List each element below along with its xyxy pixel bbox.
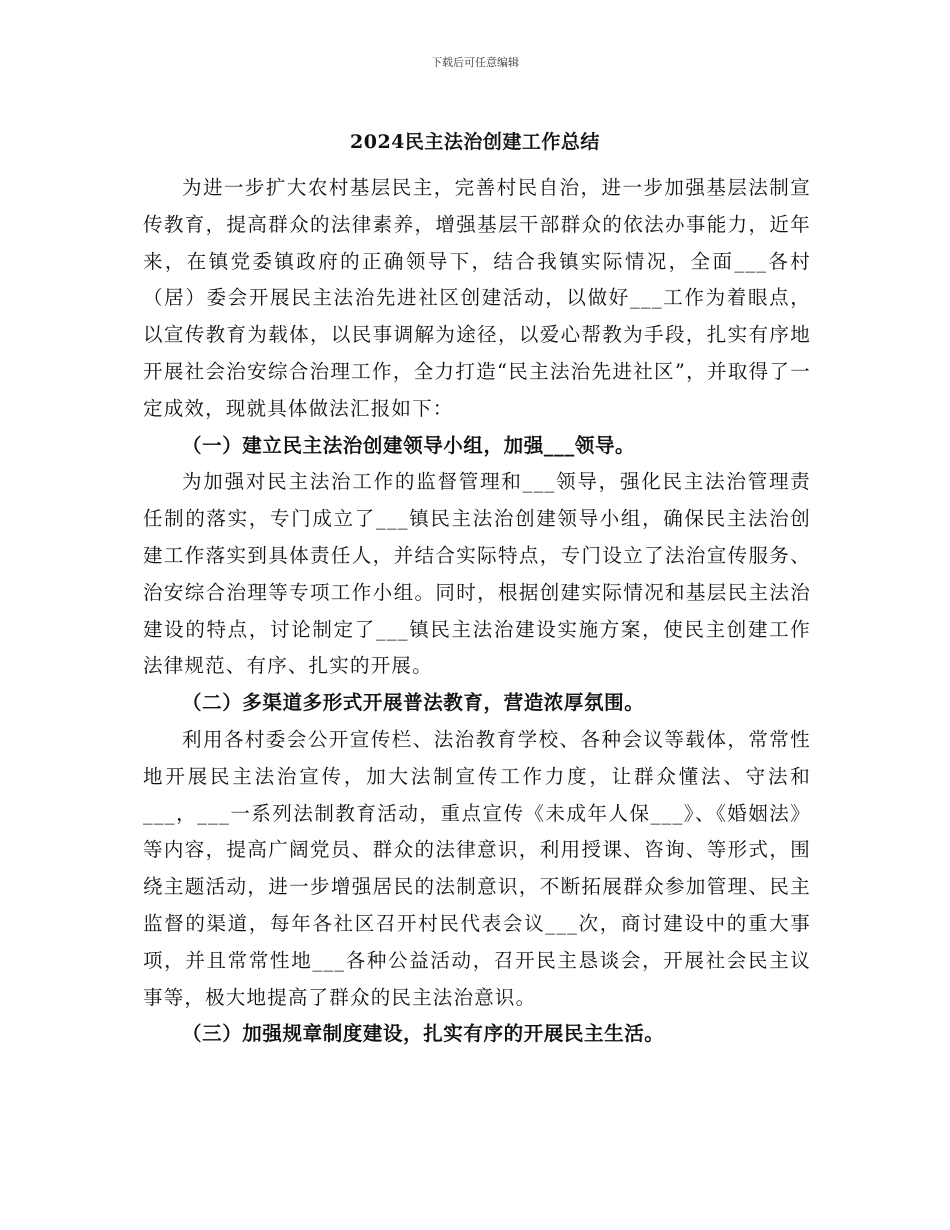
- section-paragraph-2: 利用各村委会公开宣传栏、法治教育学校、各种会议等载体，常常性地开展民主法治宣传，加大法制宣传工作力度，让群众懂法、守法和___，___一系列法制教育活动，重点宣传《未成年人保___》、《婚姻法》等内容，提高广阔党员、群众的法律意识，利用授课、咨询、等形式，围绕主题活动，进一步增强居民的法制意识，不断拓展群众参加管理、民主监督的渠道，每年各社区召开村民代表会议___次，商讨建设中的重大事项，并且常常性地___各种公益活动，召开民主恳谈会，开展社会民主议事等，极大地提高了群众的民主法治意识。: [143, 727, 811, 1009]
- section-heading-3: （三）加强规章制度建设，扎实有序的开展民主生活。: [182, 1022, 665, 1046]
- document-title: 2024民主法治创建工作总结: [350, 131, 600, 153]
- section-paragraph-1: 为加强对民主法治工作的监督管理和___领导，强化民主法治管理责任制的落实，专门成立了___镇民主法治创建领导小组，确保民主法治创建工作落实到具体责任人，并结合实际特点，专门设立了法治宣传服务、治安综合治理等专项工作小组。同时，根据创建实际情况和基层民主法治建设的特点，讨论制定了___镇民主法治建设实施方案，使民主创建工作法律规范、有序、扎实的开展。: [143, 470, 811, 678]
- section-heading-1: （一）建立民主法治创建领导小组，加强___领导。: [182, 433, 636, 457]
- section-heading-2: （二）多渠道多形式开展普法教育，营造浓厚氛围。: [182, 691, 645, 715]
- document-body: [143, 170, 811, 1053]
- intro-paragraph: 为进一步扩大农村基层民主，完善村民自治，进一步加强基层法制宣传教育，提高群众的法律素养，增强基层干部群众的依法办事能力，近年来，在镇党委镇政府的正确领导下，结合我镇实际情况，全面___各村（居）委会开展民主法治先进社区创建活动，以做好___工作为着眼点，以宣传教育为载体，以民事调解为途径，以爱心帮教为手段，扎实有序地开展社会治安综合治理工作，全力打造“民主法治先进社区”，并取得了一定成效，现就具体做法汇报如下：: [143, 176, 811, 420]
- page-header-note: 下载后可任意编辑: [431, 56, 519, 69]
